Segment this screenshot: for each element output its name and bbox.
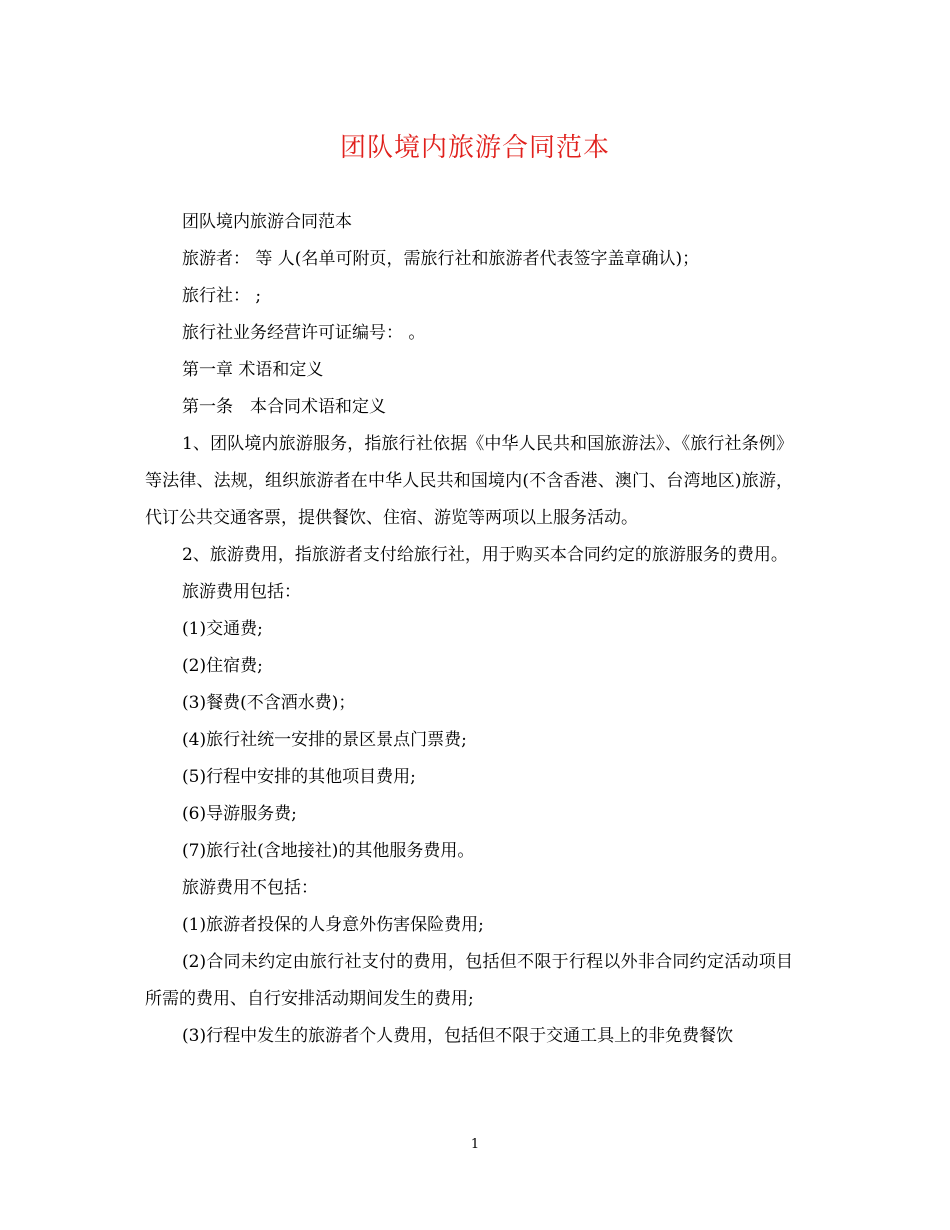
list-item: (5)行程中安排的其他项目费用; — [182, 767, 416, 787]
list-item: (2)住宿费; — [182, 656, 263, 676]
chapter-heading: 第一章 术语和定义 — [182, 360, 324, 380]
paragraph-heading: 团队境内旅游合同范本 — [182, 212, 352, 232]
list-item: (2)合同未约定由旅行社支付的费用，包括但不限于行程以外非合同约定活动项目所需的费用、自行安排活动期间发生的费用; — [145, 952, 793, 1009]
paragraph-definition-1: 1、团队境内旅游服务，指旅行社依据《中华人民共和国旅游法》、《旅行社条例》等法律、法规，组织旅游者在中华人民共和国境内(不含香港、澳门、台湾地区)旅游，代订公共交通客票，提供餐饮、住宿、游览等两项以上服务活动。 — [145, 434, 793, 528]
paragraph-license-number: 旅行社业务经营许可证编号： 。 — [182, 323, 426, 343]
list-item: (7)旅行社(含地接社)的其他服务费用。 — [182, 841, 475, 861]
paragraph-agency: 旅行社： ; — [182, 286, 262, 306]
paragraph-fee-excludes: 旅游费用不包括： — [182, 878, 318, 898]
list-item: (3)行程中发生的旅游者个人费用，包括但不限于交通工具上的非免费餐饮 — [182, 1026, 734, 1046]
list-item: (6)导游服务费; — [182, 804, 297, 824]
list-item: (3)餐费(不含酒水费)； — [182, 693, 356, 713]
document-body — [145, 204, 793, 1055]
list-item: (1)旅游者投保的人身意外伤害保险费用; — [182, 915, 484, 935]
paragraph-tourist: 旅游者： 等 人(名单可附页，需旅行社和旅游者代表签字盖章确认)； — [182, 249, 700, 269]
paragraph-fee-includes: 旅游费用包括： — [182, 582, 301, 602]
list-item: (4)旅行社统一安排的景区景点门票费; — [182, 730, 467, 750]
article-heading: 第一条 本合同术语和定义 — [182, 397, 386, 417]
list-item: (1)交通费; — [182, 619, 263, 639]
paragraph-definition-2: 2、旅游费用，指旅游者支付给旅行社，用于购买本合同约定的旅游服务的费用。 — [182, 545, 788, 565]
page-number: 1 — [470, 1137, 480, 1152]
document-title: 团队境内旅游合同范本 — [339, 133, 610, 163]
